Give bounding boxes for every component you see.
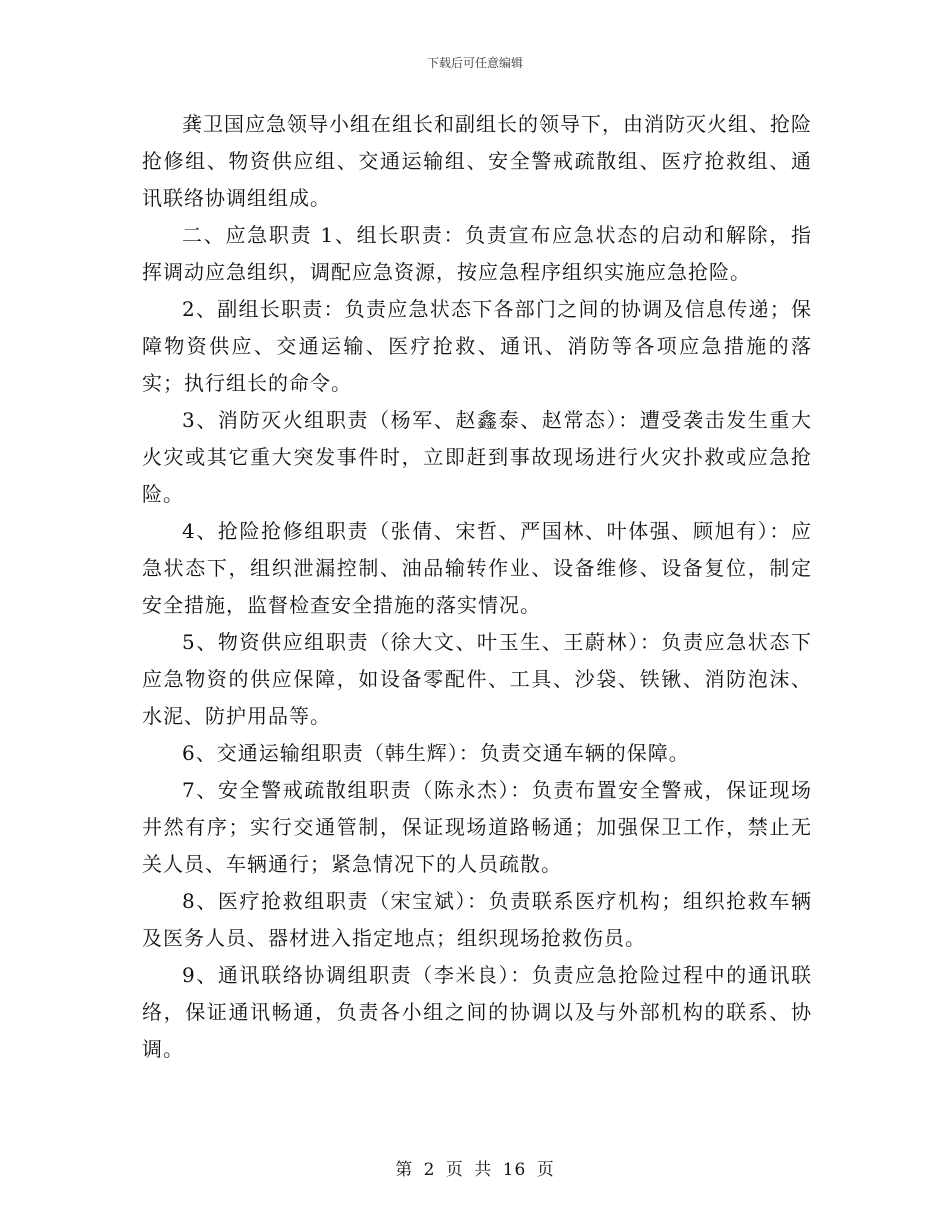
- paragraph-leader-duties: 二、应急职责 1、组长职责：负责宣布应急状态的启动和解除，指挥调动应急组织，调配应急资源，按应急程序组织实施应急抢险。: [142, 223, 812, 284]
- paragraph-deputy-duties: 2、副组长职责：负责应急状态下各部门之间的协调及信息传递；保障物资供应、交通运输、医疗抢救、通讯、消防等各项应急措施的落实；执行组长的命令。: [142, 297, 812, 395]
- page-number-footer: 第 2 页 共 16 页: [395, 1160, 555, 1180]
- document-body: [142, 106, 812, 1068]
- paragraph-leadership-group: 龚卫国应急领导小组在组长和副组长的领导下，由消防灭火组、抢险抢修组、物资供应组、交通运输组、安全警戒疏散组、医疗抢救组、通讯联络协调组组成。: [142, 112, 812, 210]
- page-header-note: 下载后可任意编辑: [426, 56, 523, 70]
- paragraph-medical-duties: 8、医疗抢救组职责（宋宝斌）：负责联系医疗机构；组织抢救车辆及医务人员、器材进入指定地点；组织现场抢救伤员。: [142, 889, 812, 950]
- paragraph-transport-duties: 6、交通运输组职责（韩生辉）：负责交通车辆的保障。: [182, 741, 690, 765]
- paragraph-supply-duties: 5、物资供应组职责（徐大文、叶玉生、王蔚林）：负责应急状态下应急物资的供应保障，如设备零配件、工具、沙袋、铁锹、消防泡沫、水泥、防护用品等。: [142, 630, 812, 728]
- paragraph-security-duties: 7、安全警戒疏散组职责（陈永杰）：负责布置安全警戒，保证现场井然有序；实行交通管制，保证现场道路畅通；加强保卫工作，禁止无关人员、车辆通行；紧急情况下的人员疏散。: [142, 778, 812, 876]
- paragraph-communication-duties: 9、通讯联络协调组职责（李米良）：负责应急抢险过程中的通讯联络，保证通讯畅通，负责各小组之间的协调以及与外部机构的联系、协调。: [142, 963, 812, 1061]
- paragraph-firefighting-duties: 3、消防灭火组职责（杨军、赵鑫泰、赵常态）：遭受袭击发生重大火灾或其它重大突发事件时，立即赶到事故现场进行火灾扑救或应急抢险。: [142, 408, 812, 506]
- paragraph-repair-duties: 4、抢险抢修组职责（张倩、宋哲、严国林、叶体强、顾旭有）：应急状态下，组织泄漏控制、油品输转作业、设备维修、设备复位，制定安全措施，监督检查安全措施的落实情况。: [142, 519, 812, 617]
